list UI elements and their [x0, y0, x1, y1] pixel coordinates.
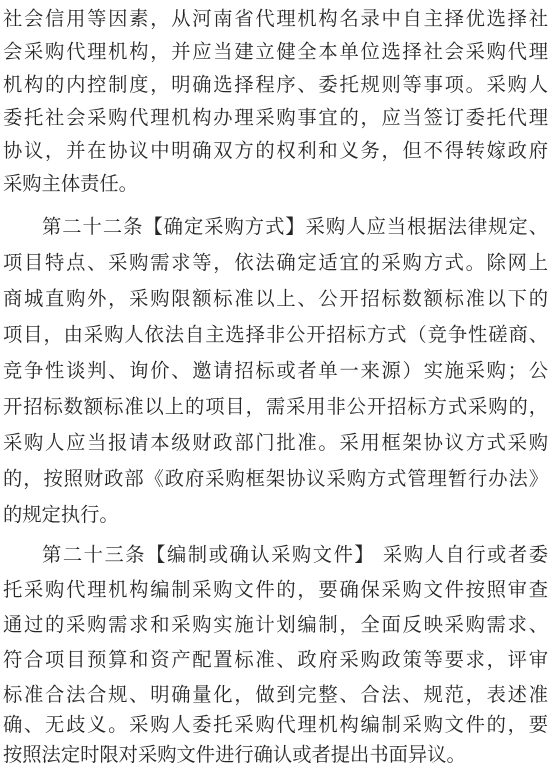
text-line: 采购主体责任。 — [3, 172, 138, 195]
text-line: 确、无歧义。采购人委托采购代理机构编制采购文件的，要 — [3, 713, 548, 736]
text-line: 托采购代理机构编制采购文件的，要确保采购文件按照审查 — [3, 578, 548, 601]
text-line: 项目，由采购人依法自主选择非公开招标方式（竞争性磋商、 — [3, 323, 548, 346]
article-22-heading-line: 第二十二条【确定采购方式】采购人应当根据法律规定、 — [42, 215, 548, 238]
text-line: 商城直购外，采购限额标准以上、公开招标数额标准以下的 — [3, 287, 548, 310]
text-line: 会采购代理机构，并应当建立健全本单位选择社会采购代理 — [3, 40, 548, 63]
text-line: 竞争性谈判、询价、邀请招标或者单一来源）实施采购；公 — [3, 359, 548, 382]
text-line: 采购人应当报请本级财政部门批准。采用框架协议方式采购 — [3, 431, 548, 454]
text-line: 机构的内控制度，明确选择程序、委托规则等事项。采购人 — [3, 73, 548, 96]
text-line: 按照法定时限对采购文件进行确认或者提出书面异议。 — [3, 743, 466, 766]
text-line: 委托社会采购代理机构办理采购事宜的，应当签订委托代理 — [3, 106, 548, 129]
text-line: 通过的采购需求和采购实施计划编制，全面反映采购需求、 — [3, 613, 548, 636]
text-line: 社会信用等因素，从河南省代理机构名录中自主择优选择社 — [3, 7, 548, 30]
text-line: 开招标数额标准以上的项目，需采用非公开招标方式采购的， — [3, 395, 548, 418]
text-line: 项目特点、采购需求等，依法确定适宜的采购方式。除网上 — [3, 251, 548, 274]
text-line: 符合项目预算和资产配置标准、政府采购政策等要求，评审 — [3, 648, 548, 671]
text-line: 标准合法合规、明确量化，做到完整、合法、规范，表述准 — [3, 683, 548, 706]
text-line: 的规定执行。 — [3, 503, 119, 526]
text-line: 的，按照财政部《政府采购框架协议采购方式管理暂行办法》 — [3, 467, 548, 490]
article-23-heading-line: 第二十三条【编制或确认采购文件】 采购人自行或者委 — [42, 543, 548, 566]
text-line: 协议，并在协议中明确双方的权利和义务，但不得转嫁政府 — [3, 139, 548, 162]
